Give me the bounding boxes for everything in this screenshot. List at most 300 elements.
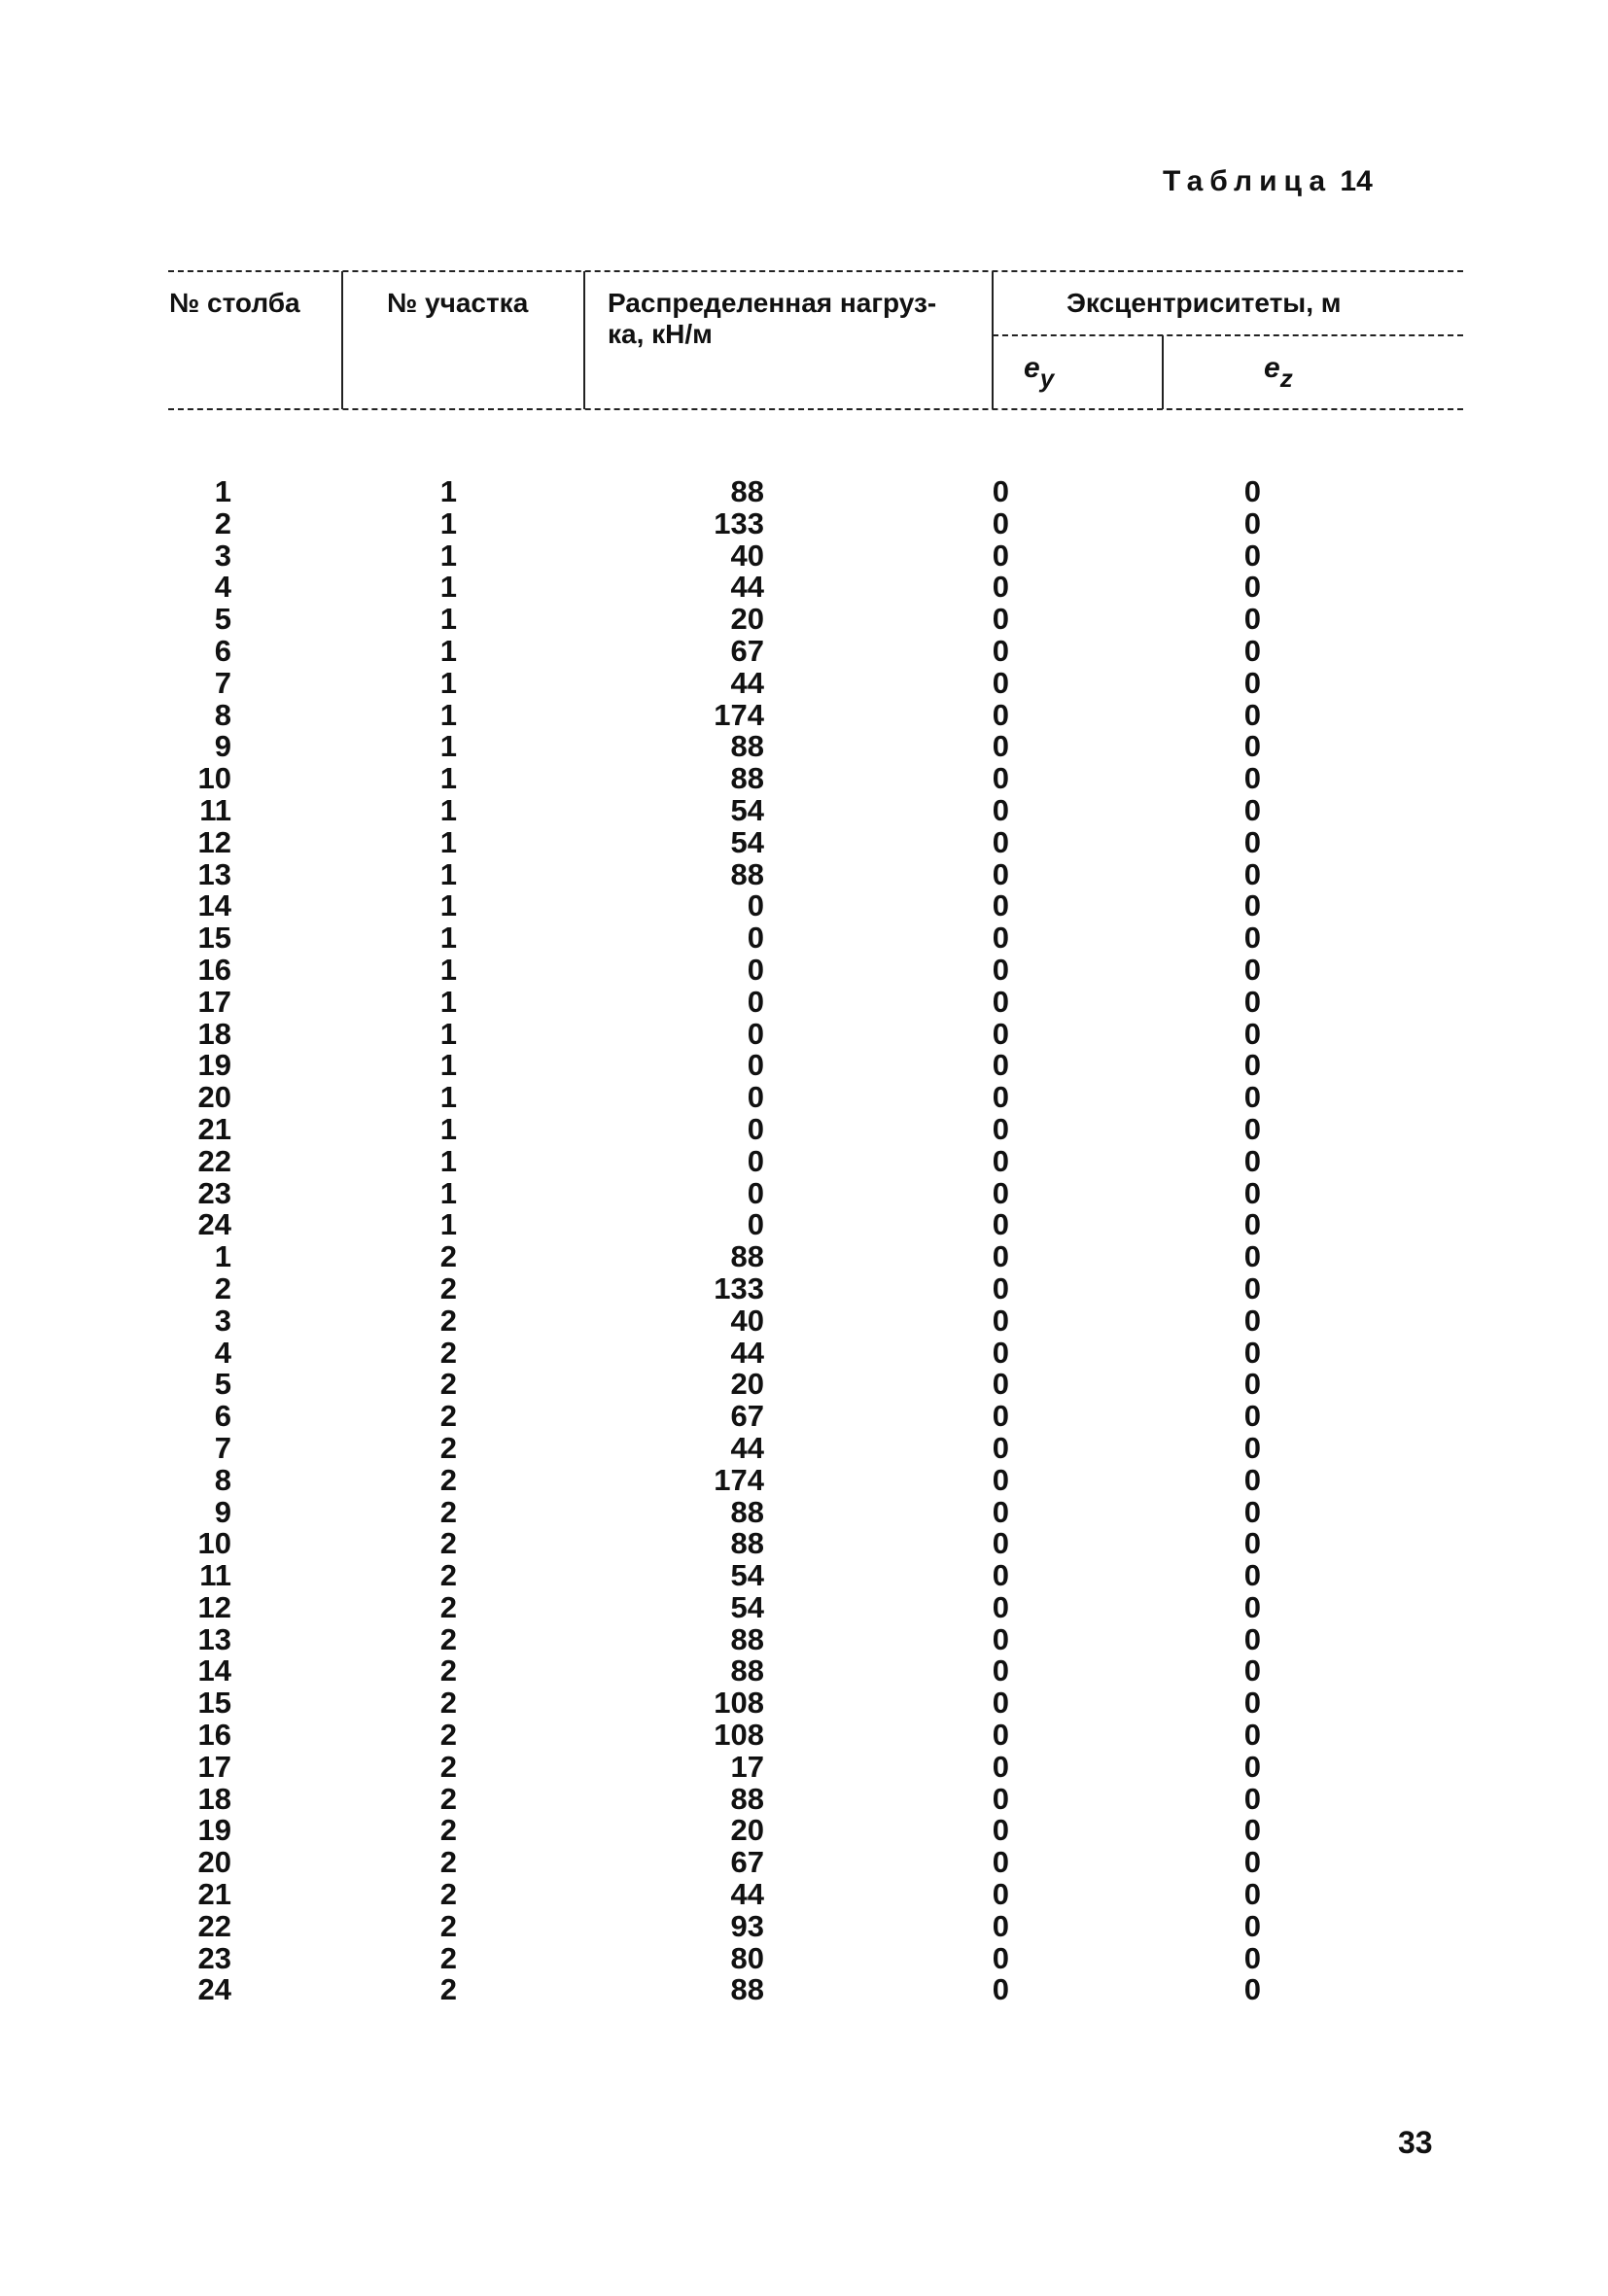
cell-column-number: 19 — [197, 1048, 231, 1083]
cell-column-number: 4 — [214, 570, 231, 605]
cell-column-number: 15 — [197, 1686, 231, 1721]
cell-ez: 0 — [1243, 1367, 1261, 1402]
cell-ez: 0 — [1243, 1048, 1261, 1083]
cell-load: 44 — [730, 665, 764, 700]
table-row — [0, 1462, 1608, 1497]
table-row — [0, 1974, 1608, 2006]
header-distributed-load: Распределенная нагруз-ка, кН/м — [608, 288, 937, 349]
cell-section-number: 2 — [439, 1781, 457, 1816]
cell-ey: 0 — [992, 1111, 1009, 1146]
cell-load: 133 — [714, 505, 764, 540]
cell-load: 0 — [747, 1048, 764, 1083]
cell-section-number: 1 — [439, 602, 457, 637]
cell-column-number: 13 — [197, 856, 231, 891]
cell-section-number: 2 — [439, 1335, 457, 1370]
table-row — [0, 1847, 1608, 1879]
cell-load: 88 — [730, 474, 764, 508]
cell-section-number: 2 — [439, 1239, 457, 1274]
cell-ey: 0 — [992, 1270, 1009, 1305]
table-row — [0, 1209, 1608, 1241]
cell-load: 0 — [747, 984, 764, 1019]
cell-load: 88 — [730, 1494, 764, 1529]
cell-column-number: 15 — [197, 921, 231, 956]
cell-section-number: 1 — [439, 856, 457, 891]
cell-ey: 0 — [992, 697, 1009, 732]
cell-ey: 0 — [992, 1526, 1009, 1561]
column-divider-1 — [341, 271, 343, 409]
cell-section-number: 2 — [439, 1813, 457, 1848]
cell-section-number: 1 — [439, 1016, 457, 1051]
cell-ez: 0 — [1243, 761, 1261, 796]
cell-ey: 0 — [992, 952, 1009, 987]
cell-load: 54 — [730, 824, 764, 859]
table-row — [0, 952, 1608, 987]
cell-ey: 0 — [992, 1686, 1009, 1721]
cell-section-number: 1 — [439, 505, 457, 540]
cell-section-number: 2 — [439, 1367, 457, 1402]
cell-load: 67 — [730, 1399, 764, 1434]
table-row — [0, 1175, 1608, 1210]
cell-ez: 0 — [1243, 1399, 1261, 1434]
cell-section-number: 2 — [439, 1589, 457, 1624]
cell-section-number: 2 — [439, 1749, 457, 1784]
cell-ey: 0 — [992, 633, 1009, 668]
cell-column-number: 10 — [197, 1526, 231, 1561]
cell-column-number: 24 — [197, 1207, 231, 1242]
column-divider-4 — [1162, 335, 1164, 409]
cell-column-number: 6 — [214, 633, 231, 668]
cell-load: 17 — [730, 1749, 764, 1784]
cell-section-number: 1 — [439, 1143, 457, 1178]
cell-section-number: 1 — [439, 1080, 457, 1115]
cell-section-number: 1 — [439, 474, 457, 508]
cell-ey: 0 — [992, 1621, 1009, 1656]
cell-ey: 0 — [992, 1303, 1009, 1338]
table-row — [0, 1401, 1608, 1433]
cell-column-number: 18 — [197, 1016, 231, 1051]
cell-ey: 0 — [992, 1239, 1009, 1274]
cell-ey: 0 — [992, 505, 1009, 540]
table-row — [0, 1560, 1608, 1592]
cell-ez: 0 — [1243, 1781, 1261, 1816]
cell-ez: 0 — [1243, 633, 1261, 668]
table-row — [0, 763, 1608, 795]
table-row — [0, 1335, 1608, 1370]
cell-ey: 0 — [992, 1558, 1009, 1593]
cell-load: 20 — [730, 1813, 764, 1848]
cell-ez: 0 — [1243, 1494, 1261, 1529]
cell-load: 88 — [730, 761, 764, 796]
cell-ez: 0 — [1243, 602, 1261, 637]
cell-load: 0 — [747, 1175, 764, 1210]
cell-ey: 0 — [992, 1718, 1009, 1753]
cell-section-number: 2 — [439, 1877, 457, 1912]
cell-load: 88 — [730, 1972, 764, 2007]
cell-column-number: 16 — [197, 1718, 231, 1753]
cell-section-number: 1 — [439, 984, 457, 1019]
cell-column-number: 9 — [214, 1494, 231, 1529]
page-number: 33 — [1398, 2125, 1433, 2160]
cell-load: 0 — [747, 1080, 764, 1115]
table-row — [0, 1270, 1608, 1305]
header-section-number: № участка — [387, 288, 529, 318]
cell-ey: 0 — [992, 921, 1009, 956]
cell-ez: 0 — [1243, 729, 1261, 764]
cell-ey: 0 — [992, 1048, 1009, 1083]
cell-load: 0 — [747, 1111, 764, 1146]
cell-section-number: 2 — [439, 1621, 457, 1656]
cell-ey: 0 — [992, 1813, 1009, 1848]
cell-ey: 0 — [992, 856, 1009, 891]
cell-column-number: 13 — [197, 1621, 231, 1656]
cell-load: 20 — [730, 1367, 764, 1402]
cell-ez: 0 — [1243, 888, 1261, 923]
cell-ey: 0 — [992, 1653, 1009, 1688]
cell-ez: 0 — [1243, 1111, 1261, 1146]
cell-column-number: 14 — [197, 1653, 231, 1688]
column-divider-2 — [583, 271, 585, 409]
cell-column-number: 1 — [214, 474, 231, 508]
table-row — [0, 505, 1608, 540]
table-row — [0, 697, 1608, 732]
cell-ez: 0 — [1243, 1877, 1261, 1912]
cell-ez: 0 — [1243, 1621, 1261, 1656]
table-row — [0, 1621, 1608, 1656]
cell-ez: 0 — [1243, 538, 1261, 573]
cell-column-number: 17 — [197, 984, 231, 1019]
table-row — [0, 633, 1608, 668]
cell-ey: 0 — [992, 602, 1009, 637]
cell-section-number: 1 — [439, 570, 457, 605]
table-row — [0, 824, 1608, 859]
cell-load: 67 — [730, 1845, 764, 1880]
cell-ey: 0 — [992, 1877, 1009, 1912]
cell-column-number: 18 — [197, 1781, 231, 1816]
cell-load: 44 — [730, 1877, 764, 1912]
cell-ey: 0 — [992, 570, 1009, 605]
cell-column-number: 19 — [197, 1813, 231, 1848]
table-row — [0, 1815, 1608, 1847]
cell-ey: 0 — [992, 1845, 1009, 1880]
cell-section-number: 2 — [439, 1462, 457, 1497]
table-row — [0, 1241, 1608, 1273]
cell-ez: 0 — [1243, 1430, 1261, 1465]
cell-column-number: 20 — [197, 1845, 231, 1880]
cell-load: 88 — [730, 1781, 764, 1816]
cell-ez: 0 — [1243, 1686, 1261, 1721]
cell-section-number: 2 — [439, 1526, 457, 1561]
header-ey: $e_y$ — [1024, 352, 1055, 393]
cell-ey: 0 — [992, 1080, 1009, 1115]
cell-column-number: 3 — [214, 538, 231, 573]
cell-ez: 0 — [1243, 1016, 1261, 1051]
cell-load: 88 — [730, 729, 764, 764]
cell-ey: 0 — [992, 1781, 1009, 1816]
cell-ez: 0 — [1243, 1303, 1261, 1338]
cell-load: 54 — [730, 1558, 764, 1593]
cell-ez: 0 — [1243, 1908, 1261, 1943]
cell-column-number: 21 — [197, 1877, 231, 1912]
cell-column-number: 23 — [197, 1175, 231, 1210]
cell-ey: 0 — [992, 761, 1009, 796]
cell-load: 80 — [730, 1940, 764, 1975]
table-row — [0, 1528, 1608, 1560]
table-body — [0, 476, 1608, 2006]
cell-column-number: 22 — [197, 1143, 231, 1178]
cell-load: 44 — [730, 570, 764, 605]
cell-ez: 0 — [1243, 1558, 1261, 1593]
cell-section-number: 1 — [439, 888, 457, 923]
cell-column-number: 10 — [197, 761, 231, 796]
header-column-number: № столба — [169, 288, 300, 318]
cell-ey: 0 — [992, 984, 1009, 1019]
cell-section-number: 2 — [439, 1845, 457, 1880]
cell-load: 40 — [730, 538, 764, 573]
cell-ez: 0 — [1243, 824, 1261, 859]
cell-load: 174 — [714, 1462, 764, 1497]
cell-ez: 0 — [1243, 1940, 1261, 1975]
cell-ez: 0 — [1243, 1972, 1261, 2007]
table-row — [0, 540, 1608, 573]
table-row — [0, 1720, 1608, 1752]
cell-ez: 0 — [1243, 984, 1261, 1019]
cell-load: 0 — [747, 952, 764, 987]
header-ez: $e_z$ — [1264, 352, 1293, 393]
cell-load: 0 — [747, 921, 764, 956]
cell-load: 93 — [730, 1908, 764, 1943]
cell-column-number: 11 — [199, 1558, 231, 1593]
cell-ez: 0 — [1243, 1207, 1261, 1242]
cell-ey: 0 — [992, 1175, 1009, 1210]
cell-ez: 0 — [1243, 1749, 1261, 1784]
cell-column-number: 17 — [197, 1749, 231, 1784]
cell-column-number: 12 — [197, 1589, 231, 1624]
cell-column-number: 14 — [197, 888, 231, 923]
cell-column-number: 7 — [214, 665, 231, 700]
cell-ez: 0 — [1243, 1175, 1261, 1210]
cell-ey: 0 — [992, 538, 1009, 573]
cell-ey: 0 — [992, 1399, 1009, 1434]
cell-column-number: 16 — [197, 952, 231, 987]
cell-ey: 0 — [992, 1972, 1009, 2007]
header-eccentricities: Эксцентриситеты, м — [1066, 288, 1342, 318]
cell-load: 88 — [730, 856, 764, 891]
table-row — [0, 476, 1608, 508]
cell-load: 44 — [730, 1430, 764, 1465]
cell-ez: 0 — [1243, 856, 1261, 891]
table-row — [0, 1589, 1608, 1624]
cell-section-number: 1 — [439, 1048, 457, 1083]
table-row — [0, 1749, 1608, 1784]
cell-ey: 0 — [992, 1335, 1009, 1370]
cell-ey: 0 — [992, 888, 1009, 923]
cell-ez: 0 — [1243, 1239, 1261, 1274]
cell-ey: 0 — [992, 474, 1009, 508]
header-bottom-rule — [168, 408, 1463, 410]
table-row — [0, 1143, 1608, 1178]
cell-load: 0 — [747, 1207, 764, 1242]
cell-ez: 0 — [1243, 1080, 1261, 1115]
cell-ez: 0 — [1243, 1526, 1261, 1561]
cell-section-number: 2 — [439, 1653, 457, 1688]
cell-section-number: 1 — [439, 538, 457, 573]
cell-section-number: 2 — [439, 1430, 457, 1465]
cell-load: 20 — [730, 602, 764, 637]
cell-column-number: 8 — [214, 1462, 231, 1497]
cell-section-number: 1 — [439, 665, 457, 700]
cell-column-number: 5 — [214, 1367, 231, 1402]
cell-section-number: 2 — [439, 1494, 457, 1529]
cell-section-number: 2 — [439, 1940, 457, 1975]
cell-column-number: 20 — [197, 1080, 231, 1115]
cell-ey: 0 — [992, 1589, 1009, 1624]
table-row — [0, 856, 1608, 891]
cell-load: 54 — [730, 792, 764, 827]
table-row — [0, 1082, 1608, 1114]
cell-ez: 0 — [1243, 474, 1261, 508]
cell-load: 174 — [714, 697, 764, 732]
cell-ey: 0 — [992, 1940, 1009, 1975]
cell-section-number: 2 — [439, 1303, 457, 1338]
cell-ey: 0 — [992, 1016, 1009, 1051]
table-row — [0, 1781, 1608, 1816]
table-row — [0, 922, 1608, 955]
cell-load: 88 — [730, 1239, 764, 1274]
table-row — [0, 984, 1608, 1019]
table-row — [0, 731, 1608, 763]
table-row — [0, 1655, 1608, 1687]
cell-section-number: 2 — [439, 1270, 457, 1305]
cell-ez: 0 — [1243, 1143, 1261, 1178]
cell-ez: 0 — [1243, 697, 1261, 732]
cell-ey: 0 — [992, 1494, 1009, 1529]
cell-column-number: 22 — [197, 1908, 231, 1943]
cell-load: 44 — [730, 1335, 764, 1370]
cell-column-number: 8 — [214, 697, 231, 732]
cell-column-number: 11 — [199, 792, 231, 827]
table-row — [0, 1940, 1608, 1975]
cell-ez: 0 — [1243, 921, 1261, 956]
cell-section-number: 2 — [439, 1718, 457, 1753]
table-row — [0, 1494, 1608, 1529]
table-row — [0, 1687, 1608, 1720]
table-row — [0, 1050, 1608, 1082]
cell-ey: 0 — [992, 729, 1009, 764]
cell-section-number: 1 — [439, 729, 457, 764]
table-row — [0, 1111, 1608, 1146]
cell-section-number: 1 — [439, 1207, 457, 1242]
cell-section-number: 1 — [439, 921, 457, 956]
cell-column-number: 7 — [214, 1430, 231, 1465]
cell-load: 88 — [730, 1621, 764, 1656]
cell-column-number: 21 — [197, 1111, 231, 1146]
cell-column-number: 1 — [214, 1239, 231, 1274]
table-row — [0, 1305, 1608, 1338]
table-row — [0, 572, 1608, 604]
table-row — [0, 604, 1608, 636]
cell-ez: 0 — [1243, 1462, 1261, 1497]
cell-ez: 0 — [1243, 1270, 1261, 1305]
table-row — [0, 665, 1608, 700]
cell-section-number: 1 — [439, 761, 457, 796]
cell-section-number: 1 — [439, 824, 457, 859]
cell-ez: 0 — [1243, 1718, 1261, 1753]
cell-ez: 0 — [1243, 792, 1261, 827]
cell-column-number: 2 — [214, 505, 231, 540]
cell-section-number: 2 — [439, 1558, 457, 1593]
cell-load: 88 — [730, 1653, 764, 1688]
table-row — [0, 1016, 1608, 1051]
cell-section-number: 2 — [439, 1686, 457, 1721]
cell-ez: 0 — [1243, 505, 1261, 540]
cell-column-number: 6 — [214, 1399, 231, 1434]
table-top-rule — [168, 270, 1463, 272]
eccentricity-sub-rule — [993, 334, 1463, 336]
table-row — [0, 1908, 1608, 1943]
cell-load: 0 — [747, 1143, 764, 1178]
table-row — [0, 792, 1608, 827]
cell-ez: 0 — [1243, 665, 1261, 700]
cell-section-number: 1 — [439, 1111, 457, 1146]
cell-ez: 0 — [1243, 570, 1261, 605]
cell-ey: 0 — [992, 1143, 1009, 1178]
table-title: Таблица 14 — [1163, 165, 1373, 197]
cell-ey: 0 — [992, 1908, 1009, 1943]
table-row — [0, 890, 1608, 922]
cell-column-number: 4 — [214, 1335, 231, 1370]
cell-load: 0 — [747, 1016, 764, 1051]
cell-ey: 0 — [992, 1749, 1009, 1784]
cell-load: 133 — [714, 1270, 764, 1305]
cell-ez: 0 — [1243, 1589, 1261, 1624]
cell-ez: 0 — [1243, 1845, 1261, 1880]
cell-ey: 0 — [992, 1207, 1009, 1242]
cell-ez: 0 — [1243, 952, 1261, 987]
cell-load: 40 — [730, 1303, 764, 1338]
cell-column-number: 12 — [197, 824, 231, 859]
cell-ez: 0 — [1243, 1653, 1261, 1688]
cell-column-number: 24 — [197, 1972, 231, 2007]
cell-load: 0 — [747, 888, 764, 923]
cell-load: 54 — [730, 1589, 764, 1624]
cell-column-number: 3 — [214, 1303, 231, 1338]
cell-load: 108 — [714, 1718, 764, 1753]
cell-section-number: 1 — [439, 1175, 457, 1210]
cell-ey: 0 — [992, 1367, 1009, 1402]
cell-ey: 0 — [992, 1462, 1009, 1497]
cell-ey: 0 — [992, 665, 1009, 700]
cell-section-number: 2 — [439, 1972, 457, 2007]
cell-load: 88 — [730, 1526, 764, 1561]
cell-column-number: 5 — [214, 602, 231, 637]
cell-ey: 0 — [992, 1430, 1009, 1465]
cell-section-number: 1 — [439, 633, 457, 668]
cell-section-number: 1 — [439, 792, 457, 827]
table-row — [0, 1430, 1608, 1465]
column-divider-3 — [992, 271, 994, 409]
cell-section-number: 2 — [439, 1399, 457, 1434]
cell-ey: 0 — [992, 792, 1009, 827]
cell-column-number: 2 — [214, 1270, 231, 1305]
cell-load: 67 — [730, 633, 764, 668]
table-row — [0, 1369, 1608, 1401]
cell-ey: 0 — [992, 824, 1009, 859]
table-row — [0, 1879, 1608, 1911]
cell-ez: 0 — [1243, 1335, 1261, 1370]
cell-column-number: 9 — [214, 729, 231, 764]
cell-section-number: 1 — [439, 697, 457, 732]
cell-ez: 0 — [1243, 1813, 1261, 1848]
